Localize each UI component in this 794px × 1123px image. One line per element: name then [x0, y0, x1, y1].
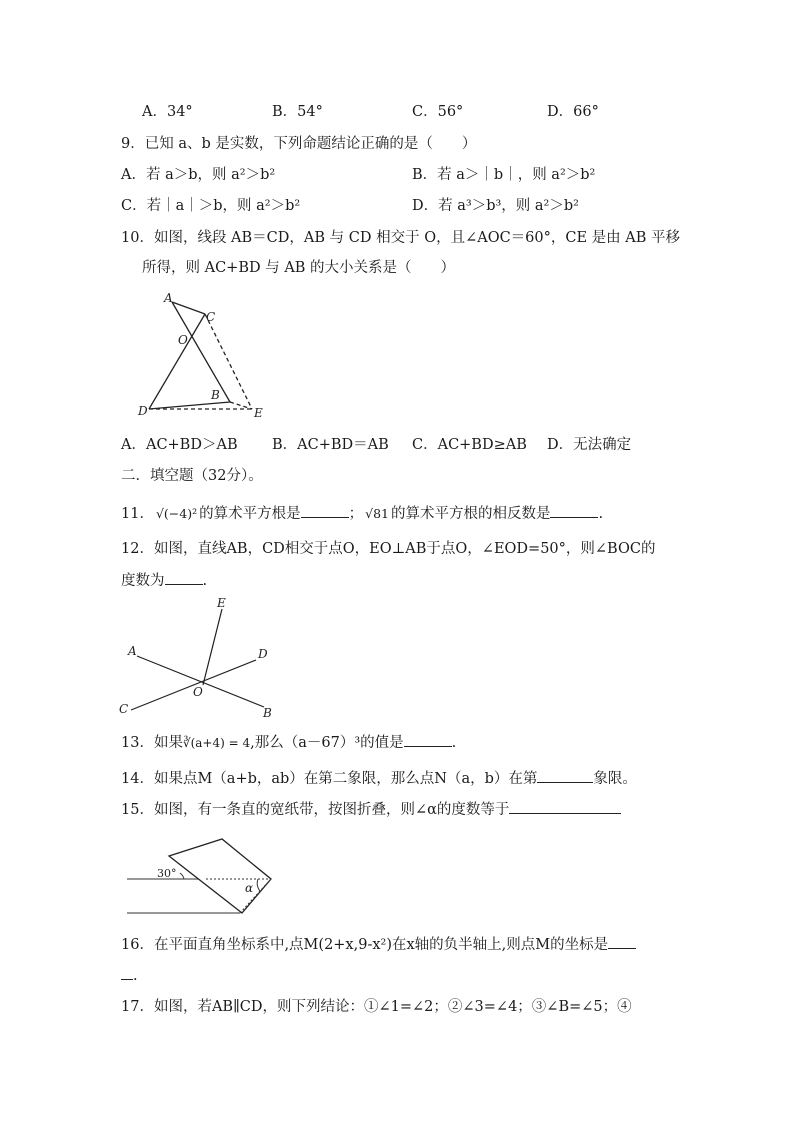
angle-alpha-label: α [245, 881, 254, 895]
q14 [121, 768, 637, 789]
q11-expr2: √81 [365, 506, 389, 521]
q12-line1: 12．如图，直线AB，CD相交于点O，EO⊥AB于点O，∠EOD=50°，则∠BOC的 [121, 541, 656, 557]
q12-figure [115, 593, 280, 721]
q13-text2: ,那么（a－67）³的值是 [250, 735, 404, 751]
q8-option-a: A．34° [142, 104, 193, 120]
q16-line1 [121, 934, 636, 955]
q9-option-a: A．若 a＞b，则 a²＞b² [121, 167, 276, 183]
q11-expr1: √(−4)² [155, 506, 198, 521]
label-d: D [258, 647, 268, 661]
segment-ac [172, 302, 205, 314]
q9-option-c: C．若｜a｜＞b，则 a²＞b² [121, 198, 301, 214]
segment-ab [172, 302, 230, 402]
q8-option-d: D．66° [547, 104, 599, 120]
label-c: C [119, 702, 129, 716]
q14-text2: 象限。 [593, 771, 637, 787]
q16-blank-part1[interactable] [608, 934, 636, 949]
q11-text1: 的算术平方根是 [199, 506, 301, 522]
q12-line2-text: 度数为 [121, 573, 165, 589]
q8-option-c: C．56° [412, 104, 464, 120]
label-c: C [206, 310, 216, 324]
label-b: B [263, 706, 272, 720]
q13 [121, 732, 456, 753]
q15 [121, 799, 621, 820]
q11-text2: 的算术平方根的相反数是 [390, 506, 551, 522]
q9-option-b: B．若 a＞｜b｜，则 a²＞b² [412, 167, 596, 183]
q17-line1: 17．如图，若AB∥CD，则下列结论：①∠1=∠2；②∠3=∠4；③∠B=∠5；④ [121, 999, 632, 1015]
segment-bd [149, 402, 230, 409]
angle-30-arc [180, 873, 184, 879]
label-o: O [193, 685, 203, 699]
q15-figure [124, 836, 280, 920]
section-2-heading: 二．填空题（32分）。 [121, 468, 263, 484]
q11-blank2[interactable] [550, 503, 598, 518]
q10-option-d: D．无法确定 [547, 437, 632, 453]
q13-end: . [451, 735, 457, 751]
q13-text1: 13．如果 [121, 735, 183, 751]
q9-option-d: D．若 a³＞b³，则 a²＞b² [412, 198, 579, 214]
ray-oe [203, 609, 222, 685]
folded-flap [169, 839, 271, 913]
q10-option-c: C．AC+BD≥AB [412, 437, 527, 453]
label-a: A [164, 291, 173, 305]
q9-stem: 9．已知 a、b 是实数，下列命题结论正确的是（ ） [121, 136, 477, 152]
q8-option-b: B．54° [272, 104, 323, 120]
q13-radical: ∛(a+4) = 4 [182, 736, 251, 750]
segment-cd [149, 314, 205, 409]
label-o: O [178, 333, 188, 347]
q16-text: 16．在平面直角坐标系中,点M(2+x,9-x²)在x轴的负半轴上,则点M的坐标是 [121, 937, 609, 953]
q16-end: . [133, 968, 138, 984]
q15-text: 15．如图，有一条直的宽纸带，按图折叠，则∠α的度数等于 [121, 802, 510, 818]
label-b: B [211, 388, 220, 402]
q10-figure [130, 288, 280, 424]
angle-30-label: 30° [157, 867, 177, 880]
q14-text1: 14．如果点M（a+b，ab）在第二象限，那么点N（a，b）在第 [121, 771, 538, 787]
q11 [121, 503, 603, 524]
q10-option-b: B．AC+BD＝AB [272, 437, 389, 453]
q10-option-a: A．AC+BD＞AB [121, 437, 238, 453]
q16-blank-part2[interactable] [121, 965, 133, 980]
q11-sep: ； [348, 506, 364, 522]
label-e: E [217, 596, 226, 610]
q11-number: 11． [121, 506, 154, 522]
q12-blank[interactable] [165, 570, 203, 585]
q14-blank[interactable] [537, 768, 593, 783]
label-e: E [254, 406, 263, 420]
q11-blank1[interactable] [301, 503, 349, 518]
label-d: D [138, 404, 148, 418]
q12-line2 [121, 570, 207, 591]
q16-line2 [121, 965, 138, 986]
q11-end: . [598, 506, 604, 522]
q10-stem-line1: 10．如图，线段 AB＝CD，AB 与 CD 相交于 O，且∠AOC＝60°，CE 是由 AB 平移 [121, 230, 681, 246]
q13-blank[interactable] [404, 732, 452, 747]
q15-blank[interactable] [509, 799, 621, 814]
q10-stem-line2: 所得，则 AC+BD 与 AB 的大小关系是（ ） [142, 260, 456, 276]
label-a: A [128, 644, 137, 658]
q12-end: . [202, 573, 208, 589]
